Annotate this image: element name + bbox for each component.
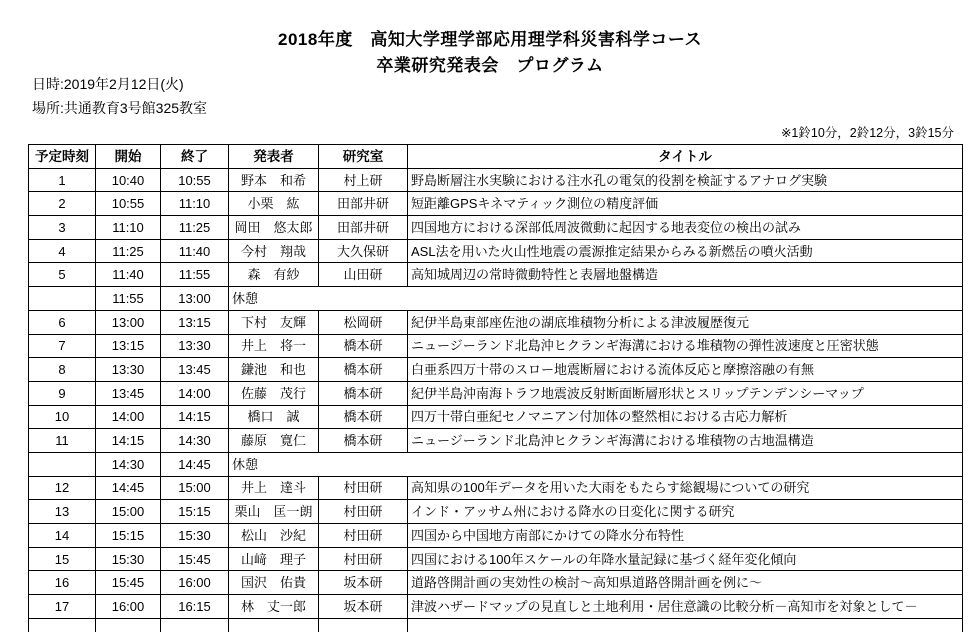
cell-end-time: 13:45 [161,358,229,382]
cell-title: 道路啓開計画の実効性の検討～高知県道路啓開計画を例に～ [408,571,963,595]
table-row [29,168,963,192]
cell-title: 四国から中国地方南部にかけての降水分布特性 [408,524,963,548]
cell-end-time [161,618,229,632]
cell-end-time: 14:15 [161,405,229,429]
break-row [29,287,963,311]
cell-lab: 村田研 [319,547,408,571]
cell-start-time: 13:15 [96,334,161,358]
cell-scheduled-no: 9 [29,381,96,405]
cell-presenter: 国沢 佑貴 [229,571,319,595]
cell-title: 紀伊半島沖南海トラフ地震波反射断面断層形状とスリップテンデンシーマップ [408,381,963,405]
cell-scheduled-no: 8 [29,358,96,382]
event-datetime: 日時:2019年2月12日(火) [32,76,184,92]
cell-start-time: 16:00 [96,595,161,619]
table-row [29,358,963,382]
table-row [29,500,963,524]
cell-scheduled-no [29,287,96,311]
cell-end-time: 13:15 [161,310,229,334]
cell-presenter: 林 丈一郎 [229,595,319,619]
cell-title: ニュージーランド北島沖ヒクランギ海溝における堆積物の古地温構造 [408,429,963,453]
cell-break-label: 休憩 [229,452,963,476]
cell-end-time: 16:15 [161,595,229,619]
cell-presenter: 井上 達斗 [229,476,319,500]
cell-scheduled-no: 2 [29,192,96,216]
cell-break-label: 休憩 [229,287,963,311]
cell-presenter: 橋口 誠 [229,405,319,429]
cell-lab: 田部井研 [319,192,408,216]
cell-lab: 大久保研 [319,239,408,263]
cell-scheduled-no: 13 [29,500,96,524]
cell-scheduled-no: 5 [29,263,96,287]
cell-title: インド・アッサム州における降水の日変化に関する研究 [408,500,963,524]
table-row [29,263,963,287]
cell-lab: 橋本研 [319,358,408,382]
cell-start-time: 14:30 [96,452,161,476]
cell-title: 紀伊半島東部座佐池の湖底堆積物分析による津波履歴復元 [408,310,963,334]
cell-scheduled-no: 10 [29,405,96,429]
cell-start-time: 14:45 [96,476,161,500]
cell-lab: 山田研 [319,263,408,287]
cell-presenter: 岡田 悠太郎 [229,216,319,240]
cell-title [408,618,963,632]
col-header-title: タイトル [408,145,963,169]
cell-start-time: 10:40 [96,168,161,192]
cell-scheduled-no: 16 [29,571,96,595]
table-row [29,405,963,429]
col-header-lab: 研究室 [319,145,408,169]
cell-end-time: 14:45 [161,452,229,476]
cell-start-time: 15:15 [96,524,161,548]
cell-scheduled-no: 12 [29,476,96,500]
table-row [29,310,963,334]
cell-presenter: 下村 友輝 [229,310,319,334]
program-table [28,144,963,632]
cell-end-time: 15:15 [161,500,229,524]
cell-end-time: 16:00 [161,571,229,595]
cell-start-time: 13:30 [96,358,161,382]
cell-start-time: 14:15 [96,429,161,453]
cell-start-time: 15:45 [96,571,161,595]
cell-presenter: 松山 沙紀 [229,524,319,548]
cell-lab: 田部井研 [319,216,408,240]
cell-end-time: 13:00 [161,287,229,311]
cell-scheduled-no: 17 [29,595,96,619]
table-row [29,524,963,548]
cell-start-time: 14:00 [96,405,161,429]
table-row [29,476,963,500]
cell-title: 四国における100年スケールの年降水量記録に基づく経年変化傾向 [408,547,963,571]
cell-scheduled-no: 11 [29,429,96,453]
col-header-presenter: 発表者 [229,145,319,169]
cell-lab: 松岡研 [319,310,408,334]
cell-lab: 橋本研 [319,429,408,453]
cell-start-time: 10:55 [96,192,161,216]
cell-presenter: 今村 翔哉 [229,239,319,263]
cell-start-time: 13:00 [96,310,161,334]
cell-title: 四国地方における深部低周波微動に起因する地表変位の検出の試み [408,216,963,240]
cell-lab: 村田研 [319,500,408,524]
cell-presenter: 井上 将一 [229,334,319,358]
col-header-end: 終了 [161,145,229,169]
cell-lab [319,618,408,632]
cell-end-time: 11:10 [161,192,229,216]
col-header-start: 開始 [96,145,161,169]
cell-end-time: 10:55 [161,168,229,192]
cell-scheduled-no: 7 [29,334,96,358]
cell-scheduled-no: 14 [29,524,96,548]
cell-title: 野島断層注水実験における注水孔の電気的役割を検証するアナログ実験 [408,168,963,192]
cell-scheduled-no [29,618,96,632]
cell-presenter: 鎌池 和也 [229,358,319,382]
cell-start-time: 11:40 [96,263,161,287]
cell-title: ASL法を用いた火山性地震の震源推定結果からみる新燃岳の噴火活動 [408,239,963,263]
cell-presenter [229,618,319,632]
table-row [29,547,963,571]
cell-presenter: 栗山 匡一朗 [229,500,319,524]
bell-note: ※1鈴10分，2鈴12分，3鈴15分 [780,126,954,140]
table-row [29,571,963,595]
break-row [29,452,963,476]
cell-scheduled-no [29,452,96,476]
cell-start-time: 11:55 [96,287,161,311]
cell-presenter: 佐藤 茂行 [229,381,319,405]
cell-end-time: 15:30 [161,524,229,548]
cell-presenter: 野本 和希 [229,168,319,192]
event-location: 場所:共通教育3号館325教室 [32,100,208,116]
cell-end-time: 11:55 [161,263,229,287]
cell-title: ニュージーランド北島沖ヒクランギ海溝における堆積物の弾性波速度と圧密状態 [408,334,963,358]
cell-scheduled-no: 4 [29,239,96,263]
table-header-row [29,145,963,169]
cell-presenter: 藤原 寛仁 [229,429,319,453]
cell-title: 高知城周辺の常時微動特性と表層地盤構造 [408,263,963,287]
table-row [29,216,963,240]
cell-lab: 橋本研 [319,405,408,429]
cell-lab: 村田研 [319,524,408,548]
cell-end-time: 11:25 [161,216,229,240]
cell-end-time: 13:30 [161,334,229,358]
page-subtitle: 卒業研究発表会 プログラム [376,56,604,75]
page-title: 2018年度 高知大学理学部応用理学科災害科学コース [278,30,702,49]
cell-lab: 村上研 [319,168,408,192]
cell-end-time: 15:00 [161,476,229,500]
cell-lab: 坂本研 [319,571,408,595]
cell-end-time: 15:45 [161,547,229,571]
cell-title: 四万十帯白亜紀セノマニアン付加体の整然相における古応力解析 [408,405,963,429]
table-row [29,334,963,358]
cell-end-time: 14:30 [161,429,229,453]
cell-lab: 坂本研 [319,595,408,619]
cell-scheduled-no: 3 [29,216,96,240]
cell-start-time: 15:30 [96,547,161,571]
cell-end-time: 14:00 [161,381,229,405]
cell-start-time: 11:25 [96,239,161,263]
col-header-scheduled-no: 予定時刻 [29,145,96,169]
cell-title: 短距離GPSキネマティック測位の精度評価 [408,192,963,216]
table-row [29,595,963,619]
cell-presenter: 山﨑 理子 [229,547,319,571]
cell-scheduled-no: 6 [29,310,96,334]
cell-end-time: 11:40 [161,239,229,263]
cell-presenter: 小栗 紘 [229,192,319,216]
cell-scheduled-no: 1 [29,168,96,192]
cell-start-time [96,618,161,632]
cell-title: 津波ハザードマップの見直しと土地利用・居住意識の比較分析－高知市を対象として－ [408,595,963,619]
cell-lab: 橋本研 [319,381,408,405]
cell-title: 高知県の100年データを用いた大雨をもたらす総観場についての研究 [408,476,963,500]
cell-lab: 村田研 [319,476,408,500]
cell-lab: 橋本研 [319,334,408,358]
cell-start-time: 15:00 [96,500,161,524]
table-row [29,192,963,216]
cell-start-time: 13:45 [96,381,161,405]
cell-start-time: 11:10 [96,216,161,240]
cell-scheduled-no: 15 [29,547,96,571]
table-row [29,239,963,263]
table-row [29,381,963,405]
table-row [29,429,963,453]
cell-presenter: 森 有紗 [229,263,319,287]
cell-title: 白亜系四万十帯のスロー地震断層における流体反応と摩擦溶融の有無 [408,358,963,382]
table-row [29,618,963,632]
